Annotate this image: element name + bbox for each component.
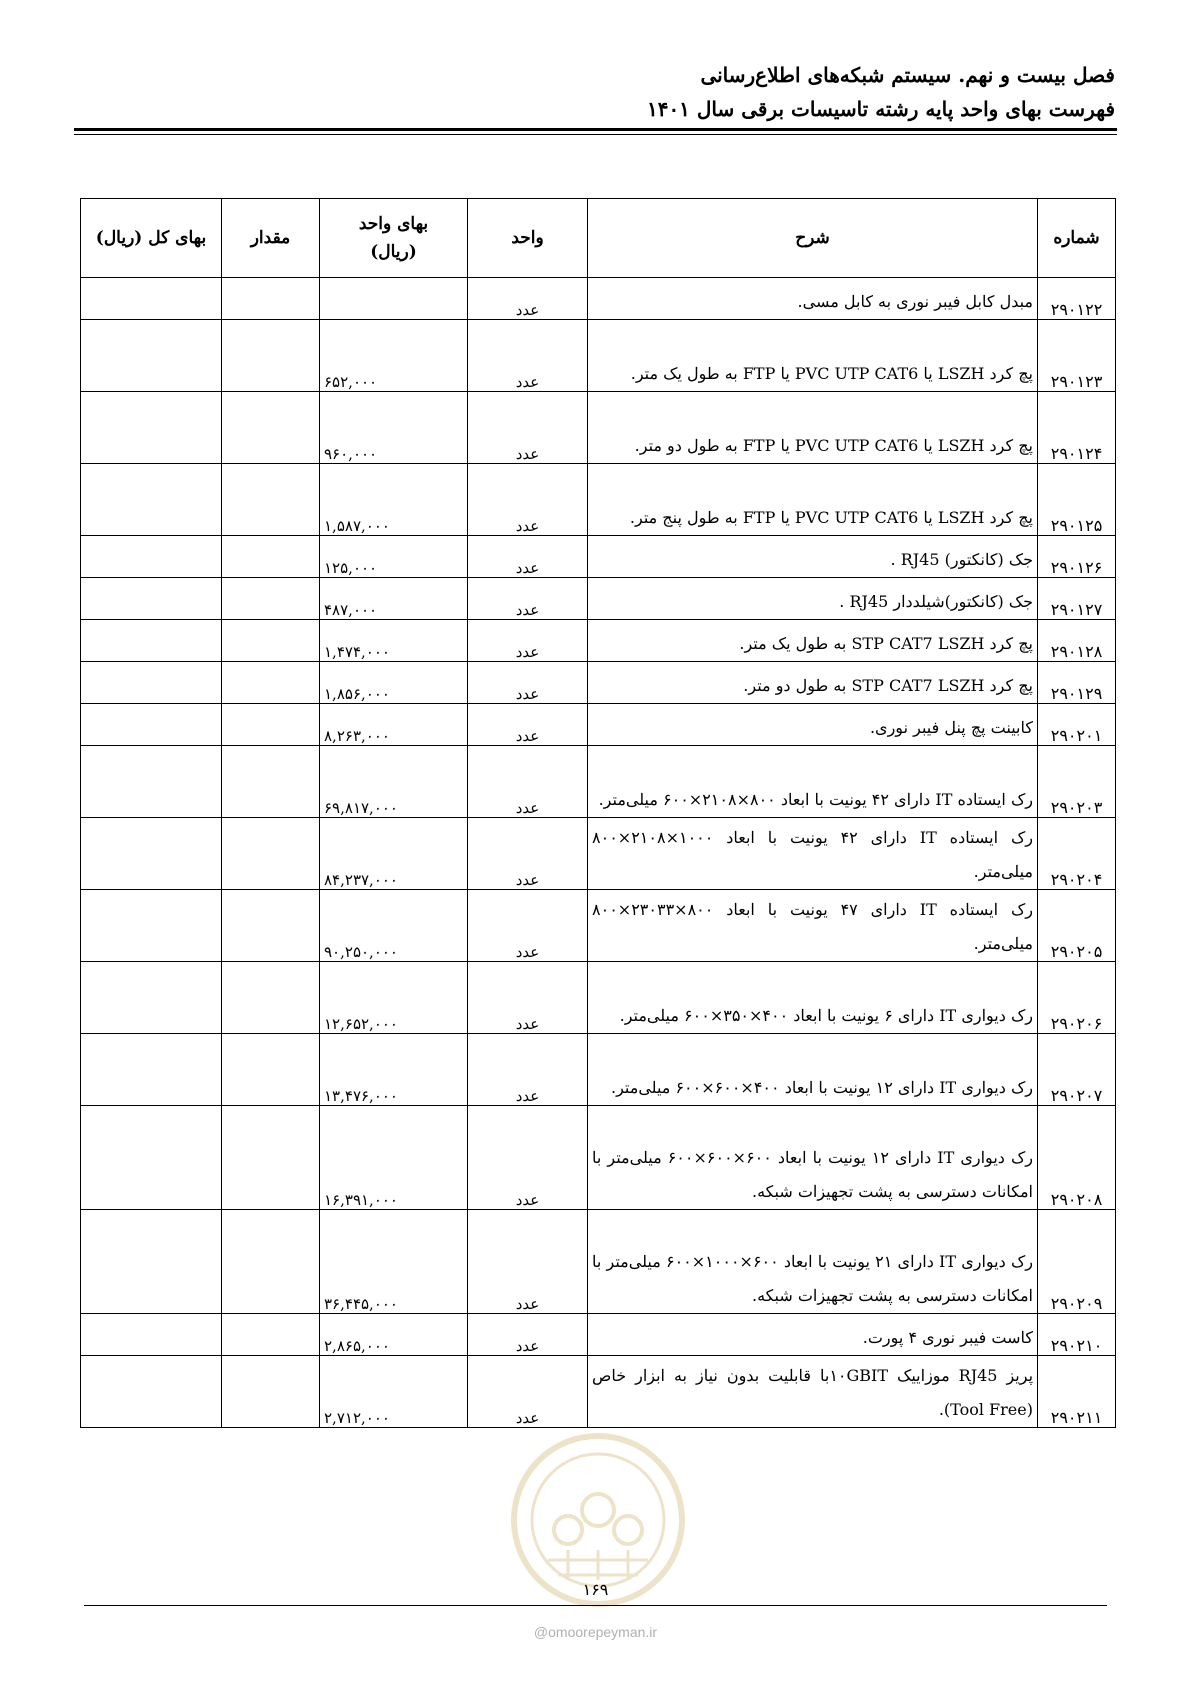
item-total-price [81, 1314, 222, 1356]
table-row [81, 278, 1116, 320]
item-description: رک ایستاده IT دارای ۴۲ یونیت با ابعاد ۸۰۰×۲۱۰۸×۶۰۰ میلی‌متر. [588, 746, 1038, 818]
item-quantity [222, 662, 320, 704]
item-unit: عدد [468, 890, 588, 962]
item-code: ۲۹۰۲۰۶ [1038, 962, 1116, 1034]
item-unit-price: ۴۸۷,۰۰۰ [320, 578, 468, 620]
item-unit-price: ۶۵۲,۰۰۰ [320, 320, 468, 392]
page-header [76, 58, 1115, 126]
item-code: ۲۹۰۲۰۳ [1038, 746, 1116, 818]
item-quantity [222, 704, 320, 746]
item-unit-price: ۱۲,۶۵۲,۰۰۰ [320, 962, 468, 1034]
table-row [81, 746, 1116, 818]
item-unit: عدد [468, 662, 588, 704]
item-quantity [222, 1106, 320, 1210]
item-unit: عدد [468, 320, 588, 392]
item-unit-price: ۱۶,۳۹۱,۰۰۰ [320, 1106, 468, 1210]
item-description: رک دیواری IT دارای ۱۲ یونیت با ابعاد ۶۰۰×۶۰۰×۶۰۰ میلی‌متر با امکانات دسترسی به پشت تجهیزات شبکه. [588, 1106, 1038, 1210]
item-quantity [222, 1356, 320, 1428]
header-unit-price [320, 199, 468, 278]
table-row [81, 392, 1116, 464]
header-unit-price-currency: (ریال) [370, 242, 417, 262]
table-row [81, 536, 1116, 578]
item-code: ۲۹۰۱۲۷ [1038, 578, 1116, 620]
item-description: پچ کرد LSZH یا PVC UTP CAT6 یا FTP به طول پنج متر. [588, 464, 1038, 536]
item-code: ۲۹۰۱۲۶ [1038, 536, 1116, 578]
item-unit-price: ۹۰,۲۵۰,۰۰۰ [320, 890, 468, 962]
item-quantity [222, 320, 320, 392]
item-total-price [81, 1106, 222, 1210]
item-code: ۲۹۰۲۰۵ [1038, 890, 1116, 962]
footer-divider [84, 1605, 1107, 1606]
item-quantity [222, 536, 320, 578]
item-description: پچ کرد LSZH یا PVC UTP CAT6 یا FTP به طول دو متر. [588, 392, 1038, 464]
table-row [81, 662, 1116, 704]
item-unit: عدد [468, 536, 588, 578]
item-unit-price: ۱۲۵,۰۰۰ [320, 536, 468, 578]
table-row [81, 890, 1116, 962]
item-description: کابینت پچ پنل فیبر نوری. [588, 704, 1038, 746]
item-description: کاست فیبر نوری ۴ پورت. [588, 1314, 1038, 1356]
item-code: ۲۹۰۲۰۸ [1038, 1106, 1116, 1210]
item-code: ۲۹۰۲۰۷ [1038, 1034, 1116, 1106]
item-total-price [81, 464, 222, 536]
item-unit-price: ۱,۴۷۴,۰۰۰ [320, 620, 468, 662]
item-code: ۲۹۰۲۰۴ [1038, 818, 1116, 890]
item-total-price [81, 818, 222, 890]
item-total-price [81, 704, 222, 746]
item-unit: عدد [468, 746, 588, 818]
item-unit-price: ۳۶,۴۴۵,۰۰۰ [320, 1210, 468, 1314]
item-unit-price: ۲,۸۶۵,۰۰۰ [320, 1314, 468, 1356]
page-number: ۱۶۹ [582, 1580, 609, 1599]
item-code: ۲۹۰۱۲۸ [1038, 620, 1116, 662]
item-unit: عدد [468, 578, 588, 620]
item-code: ۲۹۰۱۲۳ [1038, 320, 1116, 392]
item-quantity [222, 1210, 320, 1314]
item-description: رک ایستاده IT دارای ۴۷ یونیت با ابعاد ۸۰۰×۲۳۰۳۳×۸۰۰ میلی‌متر. [588, 890, 1038, 962]
item-description: پچ کرد STP CAT7 LSZH به طول دو متر. [588, 662, 1038, 704]
header-total-price: بهای کل (ریال) [81, 199, 222, 278]
header-description: شرح [588, 199, 1038, 278]
item-unit-price: ۸,۲۶۳,۰۰۰ [320, 704, 468, 746]
item-unit: عدد [468, 1034, 588, 1106]
item-quantity [222, 962, 320, 1034]
item-quantity [222, 578, 320, 620]
item-unit: عدد [468, 1106, 588, 1210]
item-code: ۲۹۰۱۲۲ [1038, 278, 1116, 320]
table-row [81, 320, 1116, 392]
item-unit-price: ۸۴,۲۳۷,۰۰۰ [320, 818, 468, 890]
item-description: جک (کانکتور) RJ45 . [588, 536, 1038, 578]
item-unit: عدد [468, 704, 588, 746]
table-row [81, 1210, 1116, 1314]
item-description: جک (کانکتور)شیلددار RJ45 . [588, 578, 1038, 620]
item-quantity [222, 746, 320, 818]
header-quantity: مقدار [222, 199, 320, 278]
item-unit: عدد [468, 620, 588, 662]
table-row [81, 818, 1116, 890]
table-row [81, 1314, 1116, 1356]
item-code: ۲۹۰۲۰۹ [1038, 1210, 1116, 1314]
item-quantity [222, 818, 320, 890]
item-quantity [222, 464, 320, 536]
item-total-price [81, 1034, 222, 1106]
item-description: پچ کرد LSZH یا PVC UTP CAT6 یا FTP به طول یک متر. [588, 320, 1038, 392]
item-description: رک ایستاده IT دارای ۴۲ یونیت با ابعاد ۱۰۰۰×۲۱۰۸×۸۰۰ میلی‌متر. [588, 818, 1038, 890]
item-total-price [81, 620, 222, 662]
header-unit-price-label: بهای واحد [358, 214, 429, 234]
item-unit: عدد [468, 818, 588, 890]
item-code: ۲۹۰۱۲۴ [1038, 392, 1116, 464]
table-row [81, 704, 1116, 746]
item-code: ۲۹۰۱۲۵ [1038, 464, 1116, 536]
item-unit-price: ۲,۷۱۲,۰۰۰ [320, 1356, 468, 1428]
table-row [81, 962, 1116, 1034]
item-total-price [81, 662, 222, 704]
header-unit: واحد [468, 199, 588, 278]
item-unit: عدد [468, 464, 588, 536]
item-total-price [81, 536, 222, 578]
document-title: فهرست بهای واحد پایه رشته تاسیسات برقی سال ۱۴۰۱ [646, 97, 1115, 121]
item-unit-price: ۱,۸۵۶,۰۰۰ [320, 662, 468, 704]
header-divider-thick [74, 128, 1117, 131]
item-unit-price: ۱۳,۴۷۶,۰۰۰ [320, 1034, 468, 1106]
item-unit-price: ۶۹,۸۱۷,۰۰۰ [320, 746, 468, 818]
item-description: پریز RJ45 موزاییک ۱۰GBITبا قابلیت بدون نیاز به ابزار خاص (Tool Free). [588, 1356, 1038, 1428]
item-total-price [81, 890, 222, 962]
item-quantity [222, 1314, 320, 1356]
item-unit: عدد [468, 962, 588, 1034]
table-header-row [81, 199, 1116, 278]
header-divider-thin [74, 134, 1117, 135]
item-description: پچ کرد STP CAT7 LSZH به طول یک متر. [588, 620, 1038, 662]
item-description: رک دیواری IT دارای ۶ یونیت با ابعاد ۴۰۰×۳۵۰×۶۰۰ میلی‌متر. [588, 962, 1038, 1034]
item-quantity [222, 620, 320, 662]
item-total-price [81, 320, 222, 392]
table-body [81, 278, 1116, 1428]
item-unit-price: ۱,۵۸۷,۰۰۰ [320, 464, 468, 536]
item-quantity [222, 890, 320, 962]
table-row [81, 1106, 1116, 1210]
item-code: ۲۹۰۱۲۹ [1038, 662, 1116, 704]
chapter-title: فصل بیست و نهم. سیستم شبکه‌های اطلاع‌رسانی [700, 63, 1115, 87]
item-unit: عدد [468, 1356, 588, 1428]
item-unit: عدد [468, 1210, 588, 1314]
item-code: ۲۹۰۲۱۰ [1038, 1314, 1116, 1356]
item-total-price [81, 578, 222, 620]
item-quantity [222, 1034, 320, 1106]
item-total-price [81, 1356, 222, 1428]
item-unit: عدد [468, 392, 588, 464]
table-row [81, 620, 1116, 662]
item-unit-price: ۹۶۰,۰۰۰ [320, 392, 468, 464]
item-quantity [222, 392, 320, 464]
item-unit-price [320, 278, 468, 320]
price-list-table [80, 198, 1116, 1428]
item-total-price [81, 278, 222, 320]
item-quantity [222, 278, 320, 320]
item-total-price [81, 392, 222, 464]
table-row [81, 578, 1116, 620]
table-row [81, 1034, 1116, 1106]
watermark-text: @omoorepeyman.ir [533, 1624, 658, 1640]
item-code: ۲۹۰۲۰۱ [1038, 704, 1116, 746]
table-row [81, 1356, 1116, 1428]
item-total-price [81, 962, 222, 1034]
item-description: مبدل کابل فیبر نوری به کابل مسی. [588, 278, 1038, 320]
item-total-price [81, 746, 222, 818]
item-description: رک دیواری IT دارای ۲۱ یونیت با ابعاد ۶۰۰×۱۰۰۰×۶۰۰ میلی‌متر با امکانات دسترسی به پشت تجهیزات شبکه. [588, 1210, 1038, 1314]
item-description: رک دیواری IT دارای ۱۲ یونیت با ابعاد ۴۰۰×۶۰۰×۶۰۰ میلی‌متر. [588, 1034, 1038, 1106]
item-code: ۲۹۰۲۱۱ [1038, 1356, 1116, 1428]
table-row [81, 464, 1116, 536]
item-unit: عدد [468, 278, 588, 320]
header-code: شماره [1038, 199, 1116, 278]
item-unit: عدد [468, 1314, 588, 1356]
item-total-price [81, 1210, 222, 1314]
